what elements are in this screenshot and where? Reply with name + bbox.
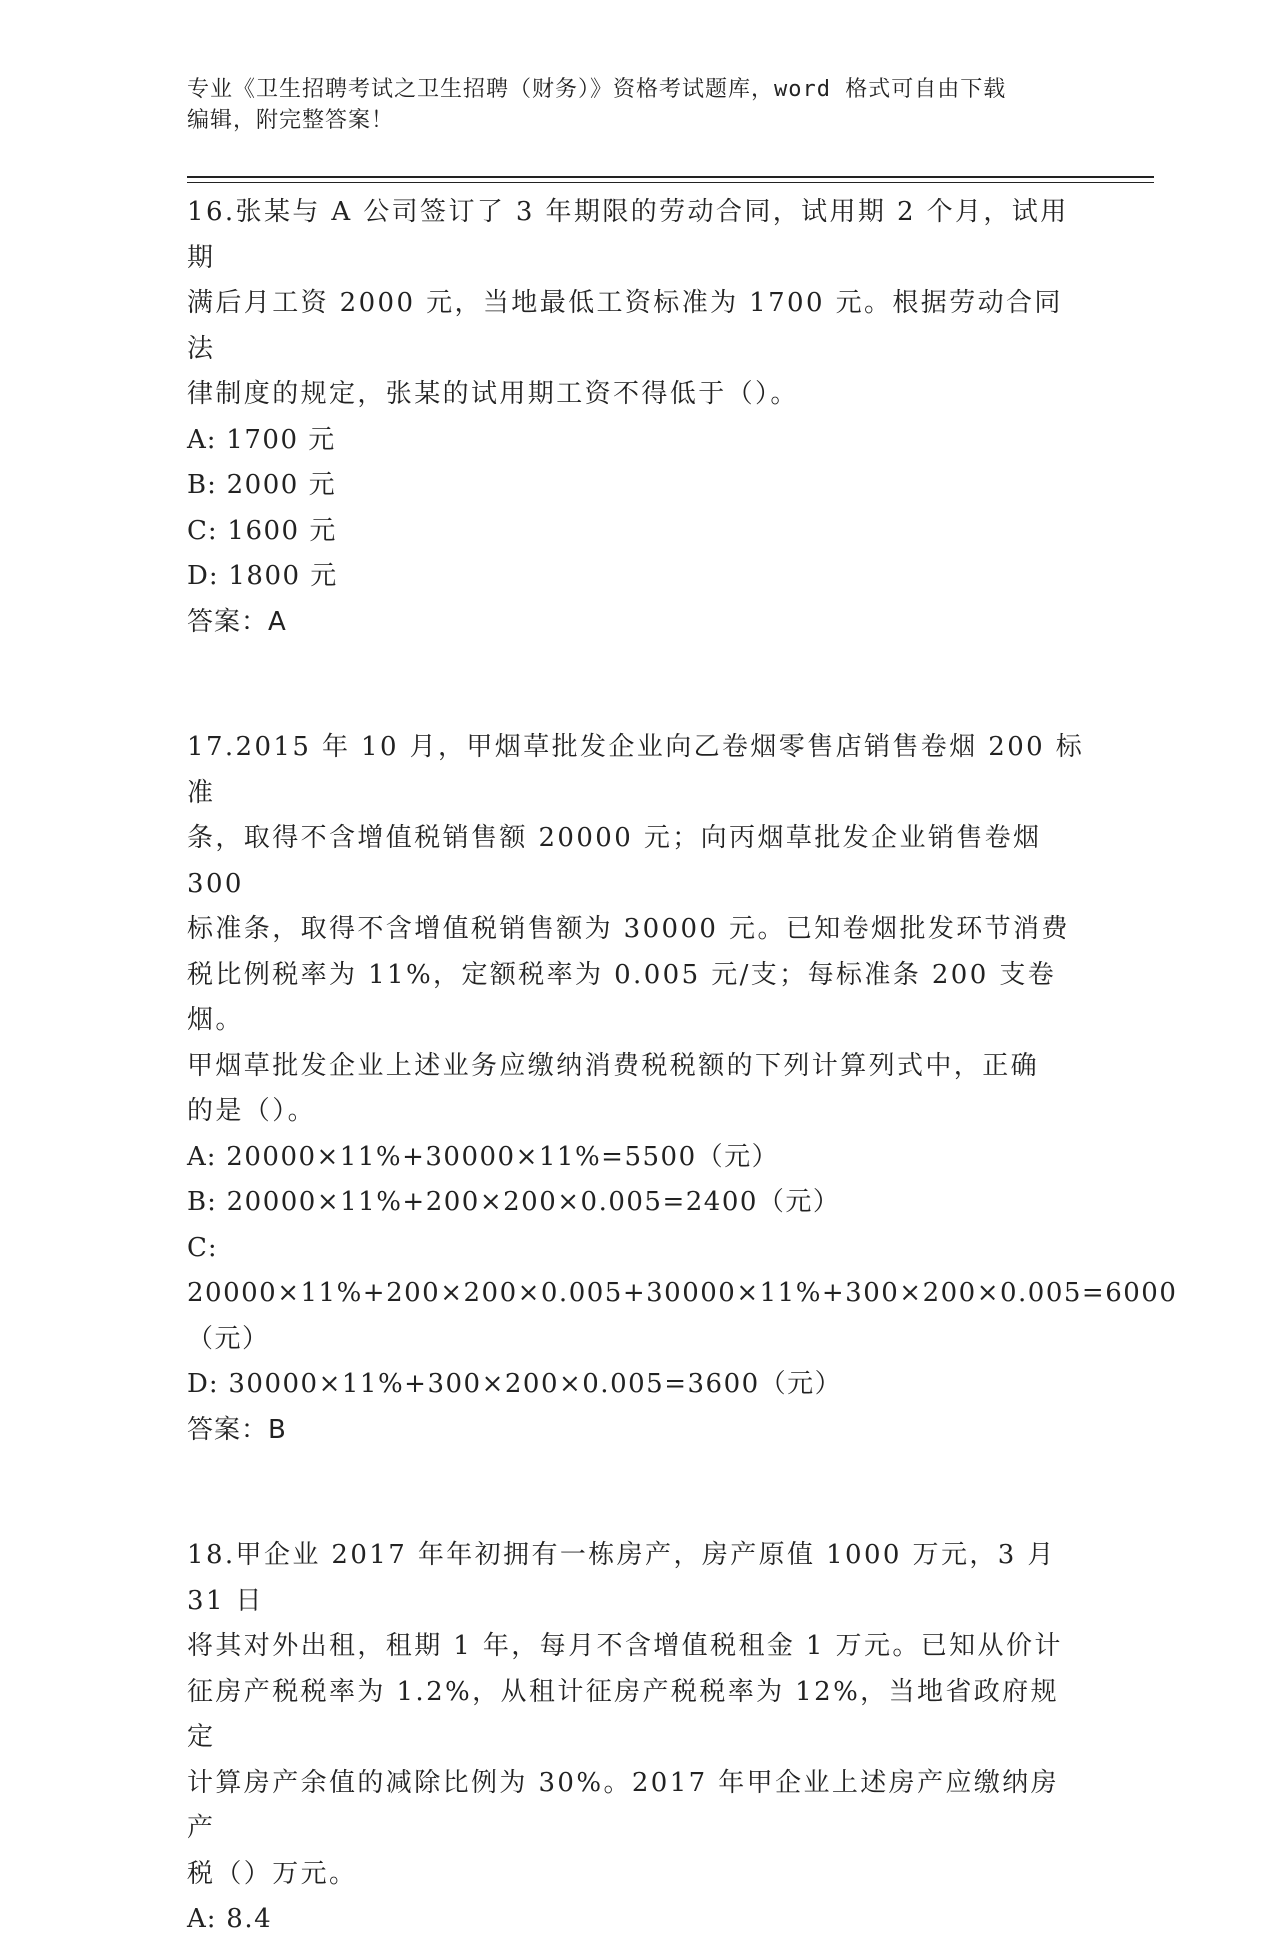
option-text: 1800 元 — [218, 561, 338, 591]
option-key: A: — [187, 424, 217, 455]
option-key: D: — [187, 1369, 219, 1399]
question-16 — [187, 190, 1087, 645]
option-text: 2000 元 — [216, 470, 337, 500]
question-stem-line: 标准条，取得不含增值税销售额为 30000 元。已知卷烟批发环节消费 — [187, 914, 1070, 944]
question-stem-line: 律制度的规定，张某的试用期工资不得低于（）。 — [187, 379, 799, 409]
option-text: 1700 元 — [216, 424, 336, 455]
option-key: D: — [187, 561, 219, 591]
question-stem-line: 16.张某与 A 公司签订了 3 年期限的劳动合同，试用期 2 个月，试用期 — [187, 197, 1069, 273]
question-list — [187, 190, 1178, 1943]
question-spacer — [187, 645, 1087, 725]
option-key: B: — [187, 470, 217, 500]
option-c — [187, 509, 1087, 555]
option-c — [187, 1226, 1178, 1317]
question-stem-line: 税比例税率为 11%，定额税率为 0.005 元/支；每标准条 200 支卷烟。 — [187, 959, 1057, 1035]
option-d — [187, 1362, 1087, 1408]
question-18 — [187, 1533, 1087, 1943]
option-text: 20000×11%+200×200×0.005=2400（元） — [216, 1187, 841, 1217]
header-divider-thin — [187, 182, 1154, 183]
option-text: 20000×11%+200×200×0.005+30000×11%+300×200×0.005=6000 — [187, 1278, 1178, 1308]
option-d — [187, 554, 1087, 600]
question-stem-line: 税（）万元。 — [187, 1858, 358, 1889]
option-a — [187, 1135, 1087, 1181]
question-stem-line: 18.甲企业 2017 年年初拥有一栋房产，房产原值 1000 万元，3 月 31 日 — [187, 1540, 1056, 1616]
question-stem-line: 条，取得不含增值税销售额 20000 元；向丙烟草批发企业销售卷烟 300 — [187, 823, 1042, 899]
option-text: 20000×11%+30000×11%=5500（元） — [216, 1141, 780, 1172]
option-a — [187, 1897, 1087, 1943]
option-key: C: — [187, 515, 218, 546]
question-stem-line: 将其对外出租，租期 1 年，每月不含增值税租金 1 万元。已知从价计 — [187, 1631, 1063, 1661]
question-stem-line: 的是（）。 — [187, 1096, 317, 1126]
question-stem-line: 甲烟草批发企业上述业务应缴纳消费税税额的下列计算列式中，正确 — [187, 1050, 1040, 1081]
question-stem-line: 征房产税税率为 1.2%，从租计征房产税税率为 12%，当地省政府规定 — [187, 1676, 1059, 1752]
option-text: 8.4 — [216, 1904, 273, 1934]
question-stem-line: 17.2015 年 10 月，甲烟草批发企业向乙卷烟零售店销售卷烟 200 标准 — [187, 732, 1085, 808]
option-a — [187, 418, 1087, 464]
question-17 — [187, 725, 1178, 1453]
question-spacer — [187, 1453, 1087, 1533]
option-c-continuation: （元） — [187, 1323, 270, 1354]
header-divider-thick — [187, 176, 1154, 178]
header-line-1: 专业《卫生招聘考试之卫生招聘（财务）》资格考试题库，word 格式可自由下载 — [187, 77, 1007, 102]
question-stem-line: 计算房产余值的减除比例为 30%。2017 年甲企业上述房产应缴纳房产 — [187, 1767, 1060, 1843]
answer-line: 答案：B — [187, 1414, 287, 1445]
header-line-2: 编辑，附完整答案！ — [187, 108, 395, 133]
question-stem-line: 满后月工资 2000 元，当地最低工资标准为 1700 元。根据劳动合同法 — [187, 288, 1063, 364]
option-key: B: — [187, 1187, 217, 1217]
option-b — [187, 463, 1087, 509]
option-key: C: — [187, 1232, 218, 1263]
document-header — [187, 74, 1067, 136]
option-text: 1600 元 — [217, 515, 337, 546]
answer-line: 答案：A — [187, 606, 287, 637]
option-key: A: — [187, 1141, 217, 1172]
option-text: 30000×11%+300×200×0.005=3600（元） — [218, 1369, 843, 1399]
option-b — [187, 1180, 1087, 1226]
option-key: A: — [187, 1904, 217, 1934]
